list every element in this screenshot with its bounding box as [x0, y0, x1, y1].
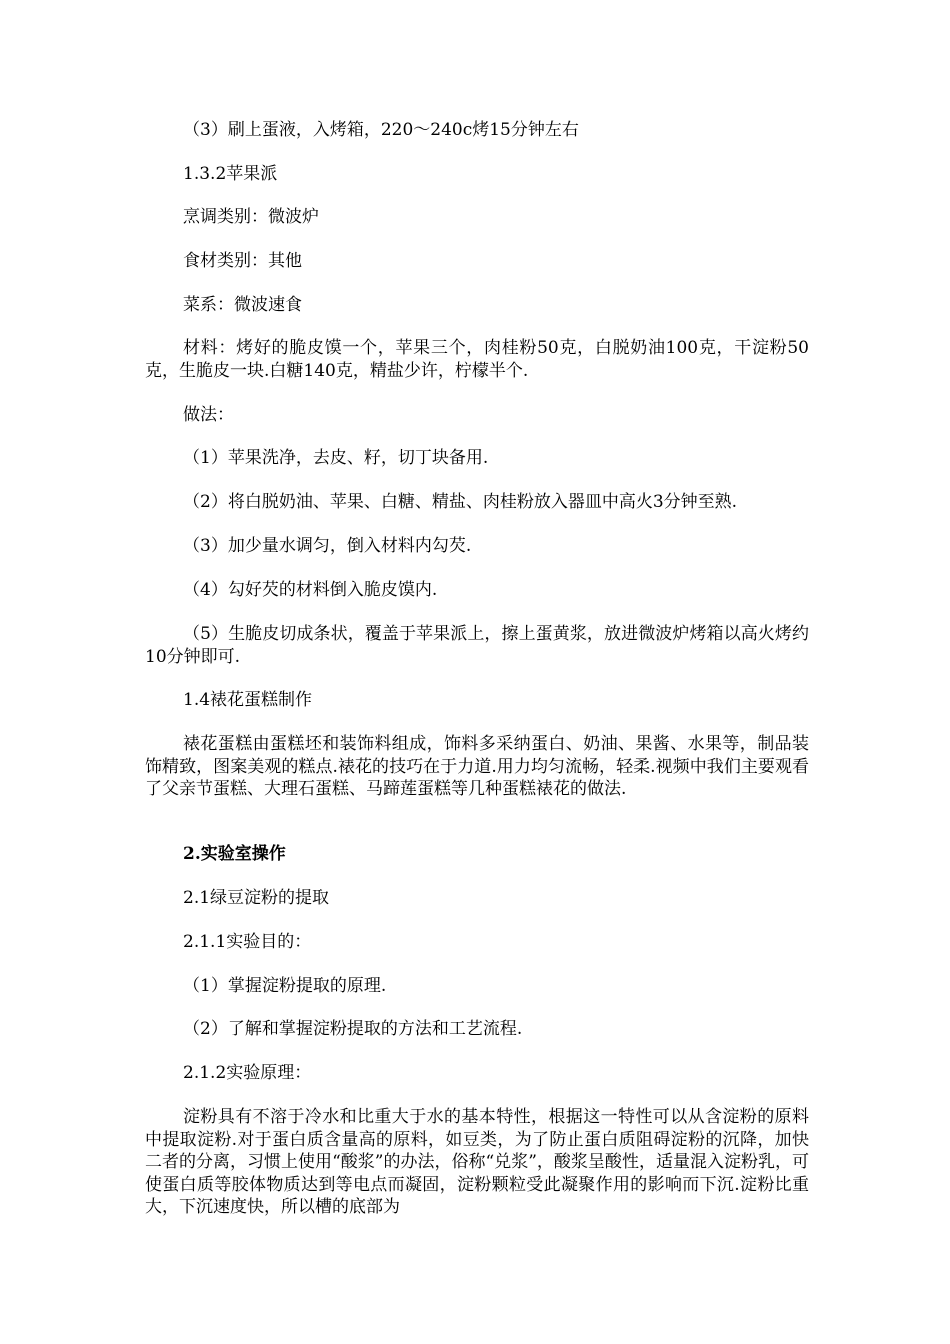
section-heading: 2.1.1实验目的：: [183, 932, 312, 952]
section-heading: 2.1.2实验原理：: [183, 1063, 312, 1083]
text-line: 烹调类别：微波炉: [183, 207, 319, 227]
text-line: 食材类别：其他: [183, 251, 302, 271]
chapter-heading: 2.实验室操作: [183, 844, 286, 864]
text-line: 菜系：微波速食: [183, 295, 302, 315]
paragraph: 淀粉具有不溶于冷水和比重大于水的基本特性，根据这一特性可以从含淀粉的原料中提取淀粉.对于蛋白质含量高的原料，如豆类，为了防止蛋白质阻碍淀粉的沉降，加快二者的分离，习惯上使用“酸浆”的办法，俗称“兑浆”，酸浆呈酸性，适量混入淀粉乳，可使蛋白质等胶体物质达到等电点而凝固，淀粉颗粒受此凝聚作用的影响而下沉.淀粉比重大，下沉速度快，所以槽的底部为: [145, 1107, 809, 1217]
list-item: （1）苹果洗净，去皮、籽，切丁块备用.: [183, 448, 489, 468]
text-line: （3）刷上蛋液，入烤箱，220～240c烤15分钟左右: [183, 120, 579, 140]
list-item: （2）将白脱奶油、苹果、白糖、精盐、肉桂粉放入器皿中高火3分钟至熟.: [183, 492, 738, 512]
list-item: （4）勾好芡的材料倒入脆皮馍内.: [183, 580, 438, 600]
section-heading: 1.3.2苹果派: [183, 164, 278, 184]
section-heading: 1.4裱花蛋糕制作: [183, 690, 313, 710]
list-item: （1）掌握淀粉提取的原理.: [183, 976, 387, 996]
list-item: （3）加少量水调匀，倒入材料内勾芡.: [183, 536, 472, 556]
text-line: 做法：: [183, 405, 234, 425]
section-heading: 2.1绿豆淀粉的提取: [183, 888, 330, 908]
list-item: （2）了解和掌握淀粉提取的方法和工艺流程.: [183, 1019, 523, 1039]
paragraph: 裱花蛋糕由蛋糕坯和装饰料组成，饰料多采纳蛋白、奶油、果酱、水果等，制品装饰精致，图案美观的糕点.裱花的技巧在于力道.用力均匀流畅，轻柔.视频中我们主要观看了父亲节蛋糕、大理石蛋糕、马蹄莲蛋糕等几种蛋糕裱花的做法.: [145, 734, 809, 799]
paragraph: 材料：烤好的脆皮馍一个，苹果三个，肉桂粉50克，白脱奶油100克，干淀粉50克，生脆皮一块.白糖140克，精盐少许，柠檬半个.: [145, 338, 809, 381]
paragraph: （5）生脆皮切成条状，覆盖于苹果派上，擦上蛋黄浆，放进微波炉烤箱以高火烤约10分钟即可.: [145, 624, 809, 667]
